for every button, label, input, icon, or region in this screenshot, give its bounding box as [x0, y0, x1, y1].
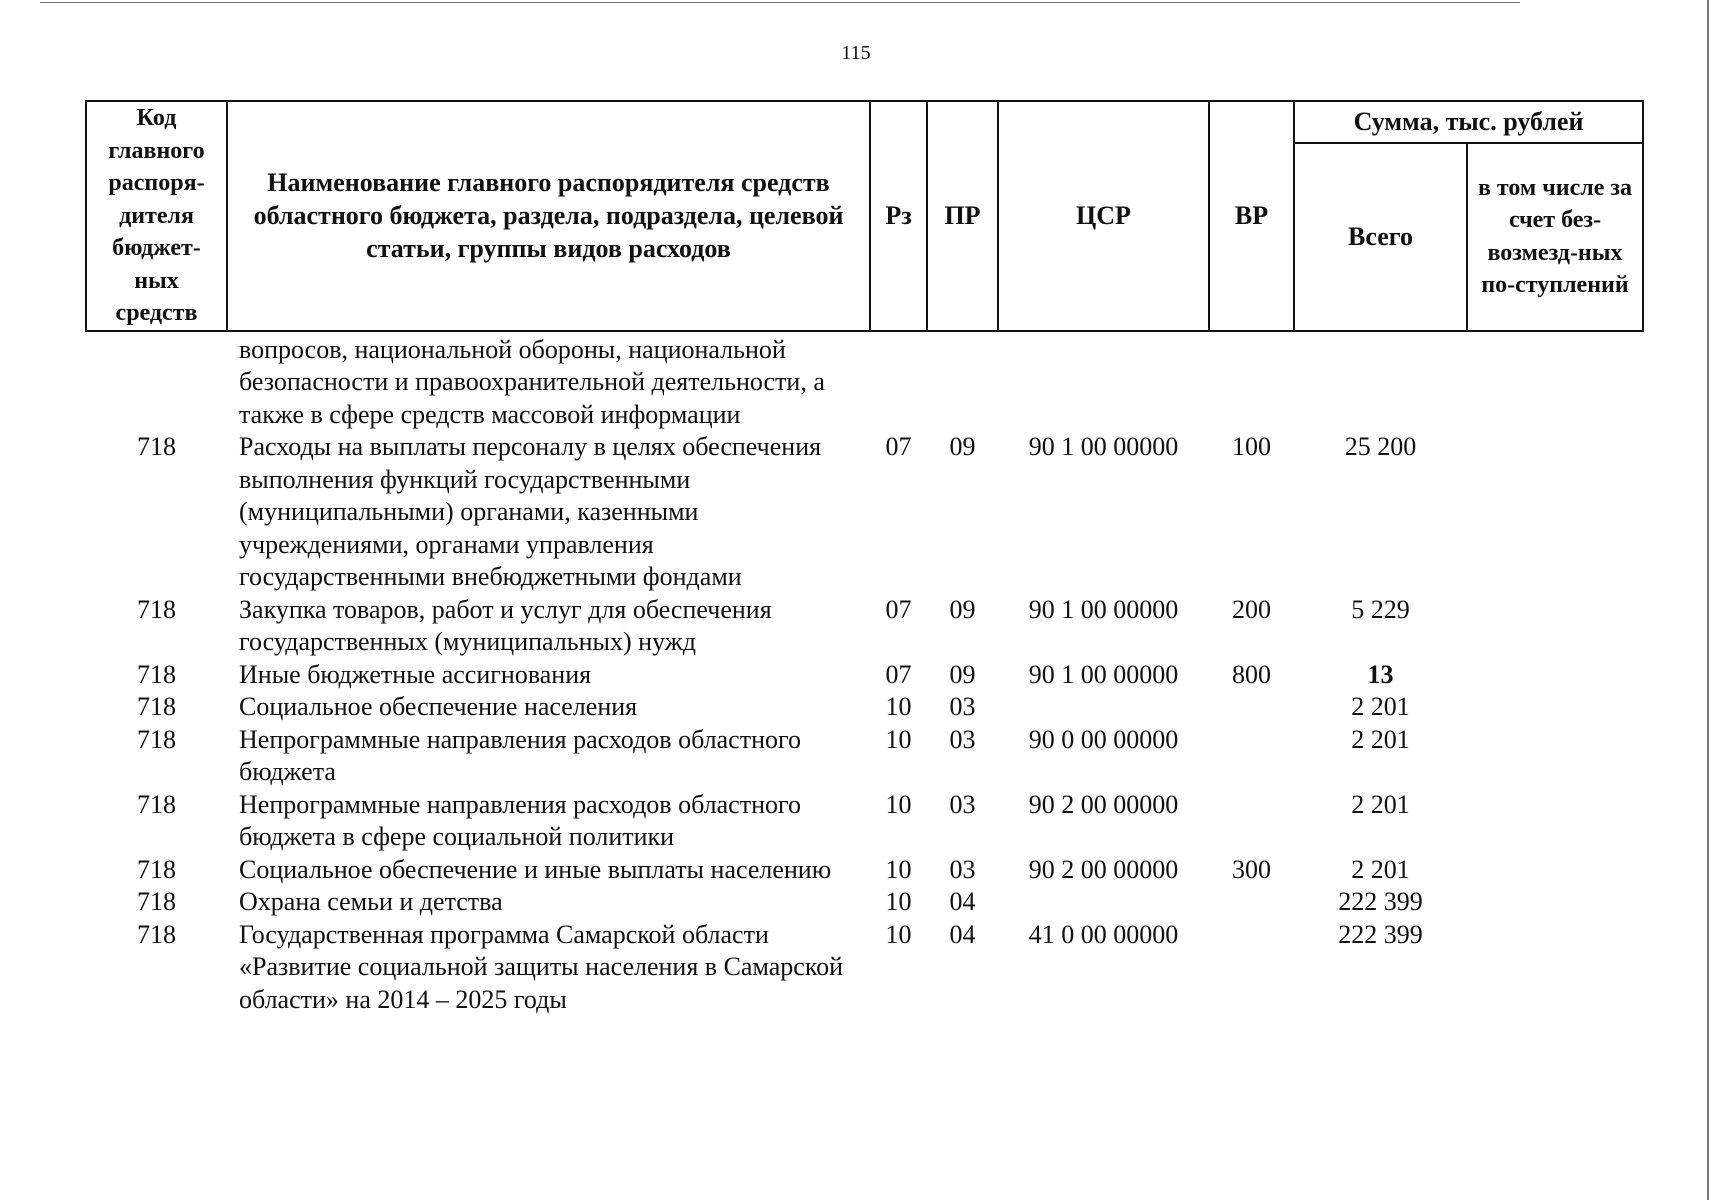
- page-number: 115: [841, 42, 871, 64]
- table-header: [86, 101, 1643, 331]
- cell-total: 13: [1367, 659, 1394, 689]
- cell-incl: [1467, 919, 1643, 1017]
- cell-rz: [870, 331, 927, 432]
- table-row: [86, 724, 1643, 789]
- cell-vr: [1209, 331, 1294, 432]
- page-right-edge: [1707, 0, 1709, 1200]
- header-incl: в том числе за счет без-возмезд-ных по-ступлений: [1467, 143, 1643, 331]
- cell-vr: [1209, 789, 1294, 854]
- cell-rz: 07: [885, 432, 912, 461]
- cell-name: Расходы на выплаты персоналу в целях обеспечения выполнения функций государственными (муниципальными) органами, казенными учреждениями, органами управления государственными внебюджетными фондами: [239, 432, 822, 591]
- cell-rz: 07: [885, 659, 912, 689]
- cell-total: 2 201: [1351, 724, 1410, 754]
- cell-incl: [1467, 331, 1643, 432]
- cell-pr: [927, 331, 998, 432]
- cell-incl: [1467, 789, 1643, 854]
- cell-vr: [1209, 919, 1294, 1017]
- cell-total: 2 201: [1351, 789, 1410, 819]
- cell-csr: [998, 886, 1209, 919]
- cell-incl: [1467, 724, 1643, 789]
- page-top-rule: [40, 2, 1520, 3]
- cell-csr: 90 1 00 00000: [1028, 432, 1179, 461]
- cell-name: Социальное обеспечение населения: [239, 692, 638, 721]
- table-row: [86, 691, 1643, 724]
- cell-csr: 90 2 00 00000: [1028, 789, 1179, 819]
- cell-code: 718: [137, 432, 176, 461]
- header-sum-group: Сумма, тыс. рублей: [1294, 101, 1643, 143]
- cell-rz: 10: [885, 919, 912, 949]
- header-name: Наименование главного распорядителя средств областного бюджета, раздела, подраздела, целевой статьи, группы видов расходов: [227, 101, 870, 331]
- header-rz: Рз: [870, 101, 927, 331]
- table-row: [86, 594, 1643, 659]
- cell-code: 718: [137, 919, 176, 949]
- table-row: [86, 431, 1643, 594]
- cell-name: Государственная программа Самарской области «Развитие социальной защиты населения в Самарской области» на 2014 – 2025 годы: [239, 919, 844, 1014]
- table-body: [86, 331, 1643, 1017]
- cell-incl: [1467, 854, 1643, 887]
- cell-pr: 03: [949, 692, 976, 721]
- cell-rz: 07: [885, 594, 912, 624]
- cell-csr: 90 0 00 00000: [1028, 724, 1179, 754]
- cell-vr: 200: [1232, 594, 1271, 624]
- cell-incl: [1467, 886, 1643, 919]
- cell-pr: 04: [949, 919, 976, 949]
- cell-csr: 90 1 00 00000: [1028, 594, 1179, 624]
- cell-total: 2 201: [1351, 854, 1410, 884]
- cell-vr: [1209, 886, 1294, 919]
- cell-csr: [998, 691, 1209, 724]
- cell-incl: [1467, 431, 1643, 594]
- cell-total: 2 201: [1351, 692, 1410, 721]
- cell-code: 718: [137, 854, 176, 884]
- cell-pr: 03: [949, 854, 976, 884]
- cell-csr: [998, 331, 1209, 432]
- cell-vr: [1209, 724, 1294, 789]
- cell-vr: 100: [1232, 432, 1271, 461]
- cell-name: Социальное обеспечение и иные выплаты населению: [239, 854, 832, 884]
- cell-csr: 90 2 00 00000: [1028, 854, 1179, 884]
- table-row: [86, 331, 1643, 432]
- table-row: [86, 789, 1643, 854]
- header-code: Код главного распоря-дителя бюджет-ных средств: [86, 101, 227, 331]
- cell-total: [1294, 331, 1467, 432]
- cell-pr: 09: [949, 432, 976, 461]
- cell-code: [86, 331, 227, 432]
- cell-code: 718: [137, 724, 176, 754]
- cell-name: вопросов, национальной обороны, национальной безопасности и правоохранительной деятельности, а также в сфере средств массовой информации: [239, 334, 825, 429]
- cell-total: 25 200: [1344, 432, 1417, 461]
- header-vr: ВР: [1209, 101, 1294, 331]
- cell-incl: [1467, 691, 1643, 724]
- cell-code: 718: [137, 659, 176, 689]
- header-pr: ПР: [927, 101, 998, 331]
- cell-total: 222 399: [1338, 919, 1423, 949]
- cell-pr: 09: [949, 594, 976, 624]
- cell-name: Непрограммные направления расходов областного бюджета в сфере социальной политики: [239, 789, 801, 851]
- cell-pr: 03: [949, 724, 976, 754]
- budget-expenditure-table: [85, 100, 1644, 1016]
- cell-csr: 41 0 00 00000: [1028, 919, 1179, 949]
- cell-name: Закупка товаров, работ и услуг для обеспечения государственных (муниципальных) нужд: [239, 594, 772, 656]
- cell-pr: 03: [949, 789, 976, 819]
- cell-total: 5 229: [1351, 594, 1410, 624]
- table-row: [86, 854, 1643, 887]
- cell-incl: [1467, 594, 1643, 659]
- cell-pr: 09: [949, 659, 976, 689]
- header-csr: ЦСР: [998, 101, 1209, 331]
- cell-code: 718: [137, 594, 176, 624]
- cell-vr: [1209, 691, 1294, 724]
- cell-code: 718: [137, 692, 176, 721]
- cell-name: Непрограммные направления расходов областного бюджета: [239, 724, 801, 786]
- cell-name: Иные бюджетные ассигнования: [239, 659, 592, 689]
- table-row: [86, 659, 1643, 692]
- cell-name: Охрана семьи и детства: [239, 887, 503, 916]
- cell-rz: 10: [885, 789, 912, 819]
- header-total: Всего: [1294, 143, 1467, 331]
- cell-incl: [1467, 659, 1643, 692]
- cell-rz: 10: [885, 887, 912, 916]
- cell-vr: 800: [1232, 659, 1271, 689]
- table-row: [86, 886, 1643, 919]
- cell-rz: 10: [885, 854, 912, 884]
- table-row: [86, 919, 1643, 1017]
- cell-code: 718: [137, 887, 176, 916]
- cell-code: 718: [137, 789, 176, 819]
- cell-rz: 10: [885, 724, 912, 754]
- cell-vr: 300: [1232, 854, 1271, 884]
- cell-rz: 10: [885, 692, 912, 721]
- cell-pr: 04: [949, 887, 976, 916]
- cell-total: 222 399: [1338, 887, 1423, 916]
- cell-csr: 90 1 00 00000: [1028, 659, 1179, 689]
